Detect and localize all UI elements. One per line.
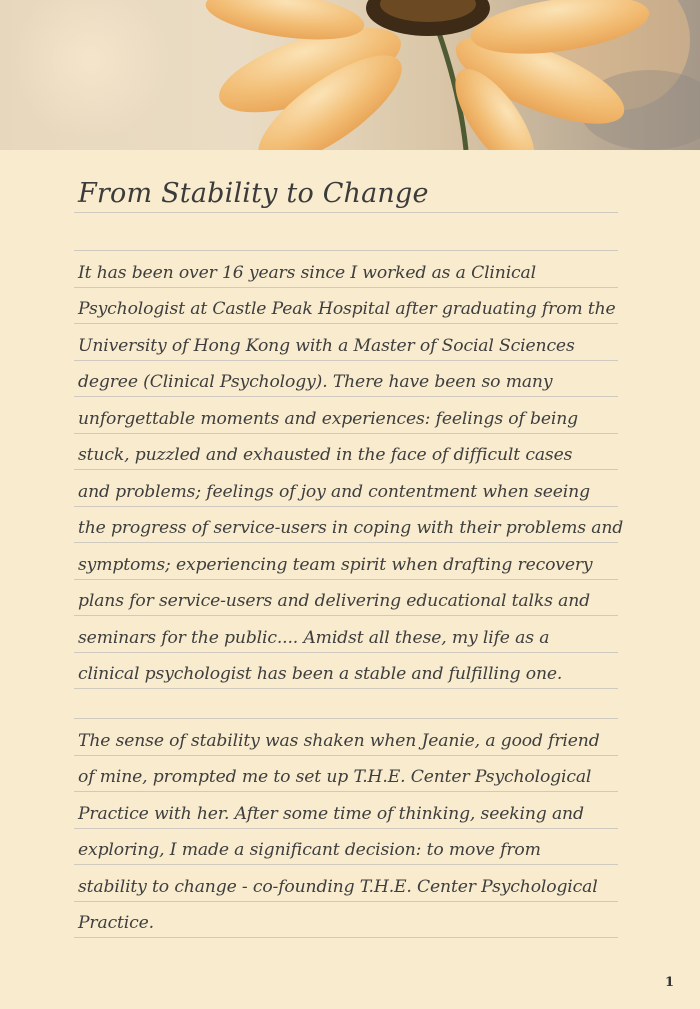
ruled-line — [74, 688, 618, 689]
ruled-line — [74, 433, 618, 434]
text-line: of mine, prompted me to set up T.H.E. Center Psychological — [78, 767, 592, 787]
ruled-line — [74, 791, 618, 792]
text-line: Practice. — [78, 913, 154, 933]
ruled-line — [74, 250, 618, 251]
text-line: degree (Clinical Psychology). There have been so many — [78, 372, 553, 392]
ruled-line — [74, 323, 618, 324]
text-line: University of Hong Kong with a Master of Social Sciences — [78, 335, 575, 356]
text-line: It has been over 16 years since I worked as a Clinical — [78, 262, 536, 283]
text-line: stability to change - co-founding T.H.E. Center Psychological — [78, 876, 598, 897]
text-line: and problems; feelings of joy and contentment when seeing — [78, 481, 590, 502]
ruled-line — [74, 579, 618, 580]
ruled-line — [74, 212, 618, 213]
text-line: Psychologist at Castle Peak Hospital after graduating from the — [78, 299, 616, 319]
page-title: From Stability to Change — [78, 178, 429, 209]
text-line: clinical psychologist has been a stable and fulfilling one. — [78, 664, 563, 684]
text-line: unforgettable moments and experiences: feelings of being — [78, 408, 579, 429]
ruled-line — [74, 718, 618, 719]
ruled-line — [74, 652, 618, 653]
flower-banner-image — [0, 0, 700, 150]
flower-illustration — [0, 0, 700, 150]
ruled-line — [74, 755, 618, 756]
ruled-line — [74, 506, 618, 507]
text-line: The sense of stability was shaken when Jeanie, a good friend — [78, 730, 600, 751]
ruled-line — [74, 615, 618, 616]
ruled-line — [74, 469, 618, 470]
ruled-line — [74, 937, 618, 938]
ruled-line — [74, 542, 618, 543]
ruled-line — [74, 360, 618, 361]
text-line: symptoms; experiencing team spirit when drafting recovery — [78, 554, 593, 575]
page-number: 1 — [664, 975, 674, 990]
ruled-line — [74, 864, 618, 865]
text-line: stuck, puzzled and exhausted in the face of difficult cases — [78, 445, 573, 465]
text-line: plans for service-users and delivering educational talks and — [78, 591, 590, 611]
ruled-line — [74, 287, 618, 288]
text-line: Practice with her. After some time of thinking, seeking and — [78, 803, 584, 824]
ruled-line — [74, 828, 618, 829]
ruled-line — [74, 901, 618, 902]
ruled-line — [74, 396, 618, 397]
text-line: the progress of service-users in coping with their problems and — [78, 518, 624, 538]
text-line: exploring, I made a significant decision: to move from — [78, 840, 541, 860]
text-line: seminars for the public.... Amidst all these, my life as a — [78, 627, 550, 648]
